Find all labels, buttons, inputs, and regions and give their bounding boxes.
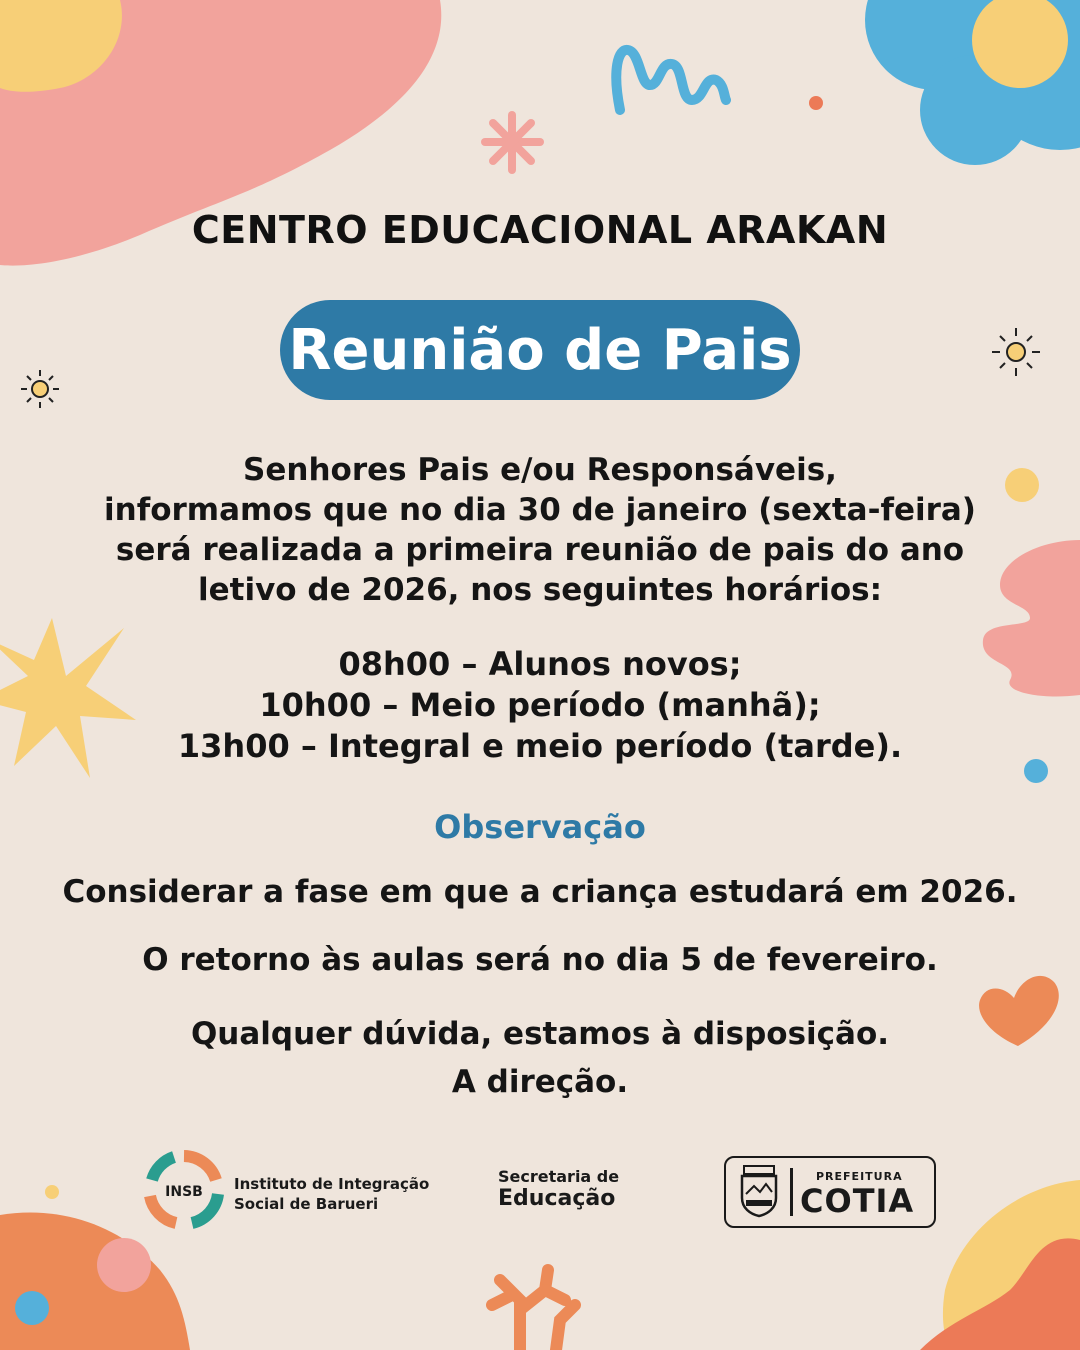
note-school-phase: Considerar a fase em que a criança estudará em 2026. [62, 874, 1018, 910]
observation-heading: Observação [434, 808, 646, 846]
insb-emblem-icon [144, 1150, 224, 1230]
cotia-divider [790, 1168, 793, 1216]
secretaria-line: Secretaria de [498, 1167, 620, 1186]
insb-logo [144, 1150, 444, 1230]
intro-line: letivo de 2026, nos seguintes horários: [197, 572, 882, 608]
school-name: CENTRO EDUCACIONAL ARAKAN [191, 208, 889, 252]
note-signature: A direção. [451, 1064, 629, 1100]
intro-line: será realizada a primeira reunião de pais do ano [115, 532, 965, 568]
cotia-logo [724, 1156, 936, 1228]
title-banner [280, 300, 800, 400]
secretaria-line: Educação [498, 1186, 616, 1211]
intro-line: Senhores Pais e/ou Responsáveis, [243, 452, 837, 488]
cotia-big-text: COTIA [800, 1182, 915, 1220]
intro-paragraph [60, 450, 1020, 610]
cotia-small-text: PREFEITURA [816, 1170, 903, 1183]
insb-name-line: Instituto de Integração [234, 1175, 430, 1193]
schedule-item: 10h00 – Meio período (manhã); [259, 686, 821, 724]
insb-name-line: Social de Barueri [234, 1195, 379, 1213]
insb-badge-text: INSB [165, 1184, 203, 1200]
note-questions: Qualquer dúvida, estamos à disposição. [190, 1016, 890, 1052]
schedule-item: 08h00 – Alunos novos; [338, 645, 742, 683]
page-title: Reunião de Pais [288, 317, 792, 383]
schedule-item: 13h00 – Integral e meio período (tarde). [177, 727, 903, 765]
schedule-list [60, 644, 1020, 767]
insb-name [234, 1174, 429, 1214]
intro-line: informamos que no dia 30 de janeiro (sexta-feira) [104, 492, 976, 528]
coat-of-arms-icon [734, 1164, 784, 1220]
note-return-date: O retorno às aulas será no dia 5 de fevereiro. [142, 942, 938, 978]
secretaria-logo [498, 1166, 619, 1210]
